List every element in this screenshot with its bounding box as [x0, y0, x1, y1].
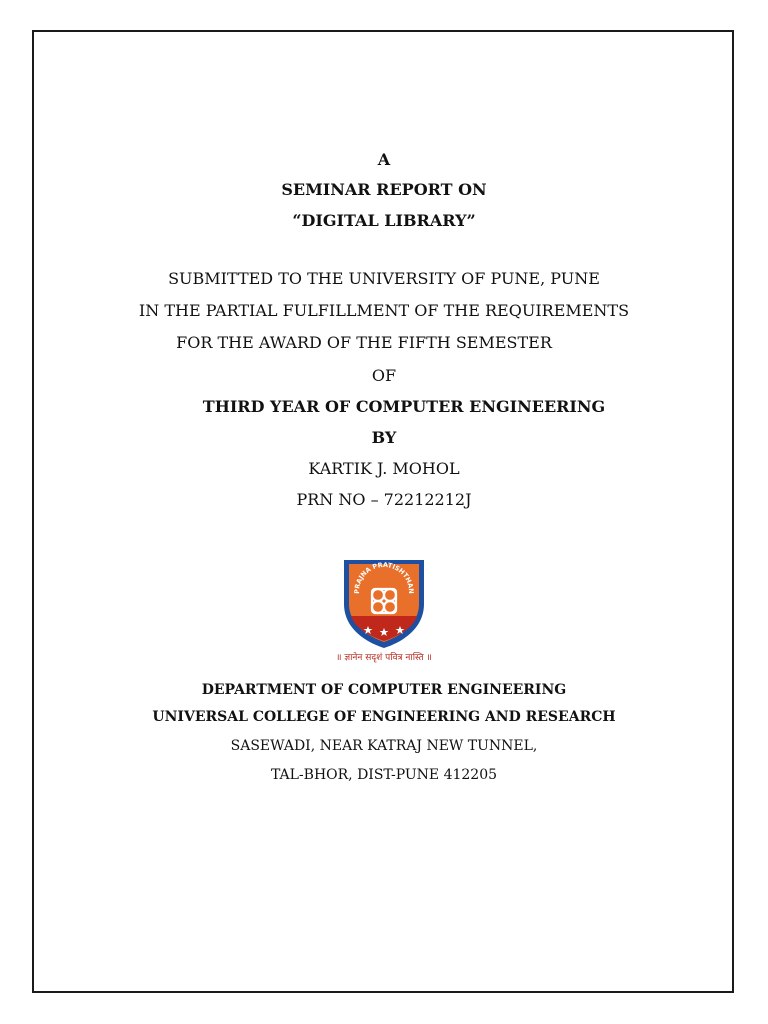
- submission-line-2: IN THE PARTIAL FULFILLMENT OF THE REQUIREMENTS: [138, 301, 630, 320]
- submission-of: OF: [371, 366, 397, 385]
- report-type-line: SEMINAR REPORT ON: [281, 180, 487, 199]
- address-line-2: TAL-BHOR, DIST-PUNE 412205: [270, 767, 498, 783]
- college-logo: [0, 558, 768, 654]
- submission-by: BY: [371, 428, 397, 447]
- student-prn: PRN NO – 72212212J: [296, 490, 472, 509]
- submission-line-3: FOR THE AWARD OF THE FIFTH SEMESTER: [176, 333, 552, 352]
- department-name: DEPARTMENT OF COMPUTER ENGINEERING: [201, 682, 567, 698]
- report-title: “DIGITAL LIBRARY”: [292, 211, 476, 230]
- crest-arc-text: PRAJNA PRATISHTHAN: [352, 560, 416, 594]
- report-article: A: [377, 150, 391, 169]
- college-name: UNIVERSAL COLLEGE OF ENGINEERING AND RESEARCH: [152, 709, 616, 725]
- submission-line-1: SUBMITTED TO THE UNIVERSITY OF PUNE, PUNE: [168, 269, 600, 288]
- page-border: [32, 30, 734, 993]
- student-name: KARTIK J. MOHOL: [308, 459, 460, 478]
- address-line-1: SASEWADI, NEAR KATRAJ NEW TUNNEL,: [230, 738, 538, 754]
- course-name: THIRD YEAR OF COMPUTER ENGINEERING: [202, 397, 606, 416]
- college-crest-icon: [341, 558, 427, 650]
- college-motto: ॥ ज्ञानेन सदृशं पवित्र नास्ति ॥: [336, 653, 432, 663]
